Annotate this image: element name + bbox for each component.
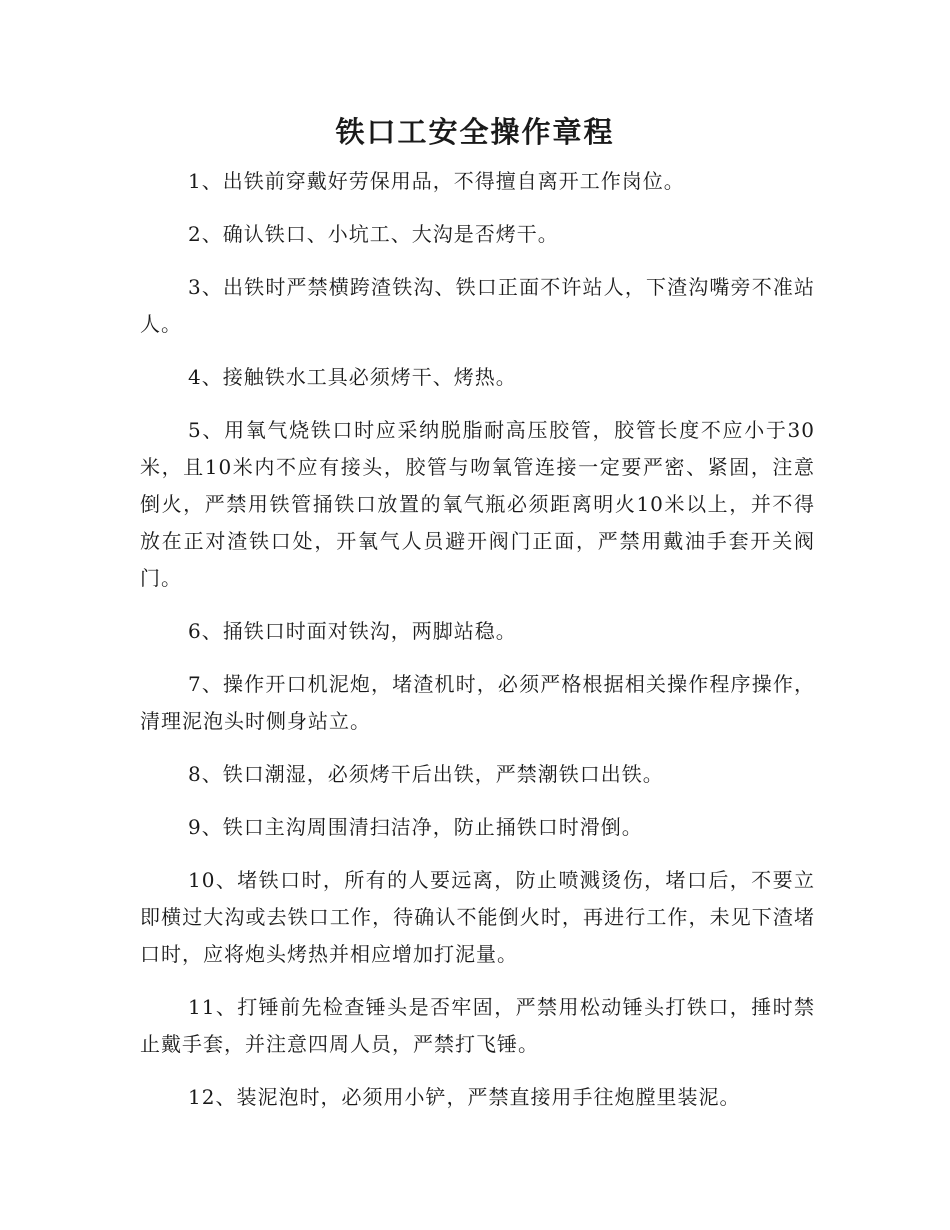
paragraph-12: 12、装泥泡时，必须用小铲，严禁直接用手往炮膛里装泥。 (188, 1085, 741, 1109)
paragraph-1: 1、出铁前穿戴好劳保用品，不得擅自离开工作岗位。 (188, 169, 685, 193)
paragraph-11: 11、打锤前先检查锤头是否牢固，严禁用松动锤头打铁口，捶时禁止戴手套，并注意四周人员，严禁打飞锤。 (140, 995, 815, 1056)
paragraph-9: 9、铁口主沟周围清扫洁净，防止捅铁口时滑倒。 (188, 815, 643, 839)
document-title: 铁口工安全操作章程 (335, 115, 615, 149)
paragraph-7: 7、操作开口机泥炮，堵渣机时，必须严格根据相关操作程序操作，清理泥泡头时侧身站立。 (140, 672, 815, 733)
paragraph-6: 6、捅铁口时面对铁沟，两脚站稳。 (188, 619, 517, 643)
paragraph-5: 5、用氧气烧铁口时应采纳脱脂耐高压胶管，胶管长度不应小于30米，且10米内不应有接头，胶管与吻氧管连接一定要严密、紧固，注意倒火，严禁用铁管捅铁口放置的氧气瓶必须距离明火10米以上，并不得放在正对渣铁口处，开氧气人员避开阀门正面，严禁用戴油手套开关阀门。 (140, 418, 815, 590)
document-body (140, 163, 815, 1132)
paragraph-10: 10、堵铁口时，所有的人要远离，防止喷溅烫伤，堵口后，不要立即横过大沟或去铁口工作，待确认不能倒火时，再进行工作，未见下渣堵口时，应将炮头烤热并相应增加打泥量。 (140, 868, 815, 966)
paragraph-4: 4、接触铁水工具必须烤干、烤热。 (188, 365, 517, 389)
paragraph-8: 8、铁口潮湿，必须烤干后出铁，严禁潮铁口出铁。 (188, 762, 664, 786)
paragraph-2: 2、确认铁口、小坑工、大沟是否烤干。 (188, 222, 559, 246)
paragraph-3: 3、出铁时严禁横跨渣铁沟、铁口正面不许站人，下渣沟嘴旁不准站人。 (140, 275, 815, 336)
